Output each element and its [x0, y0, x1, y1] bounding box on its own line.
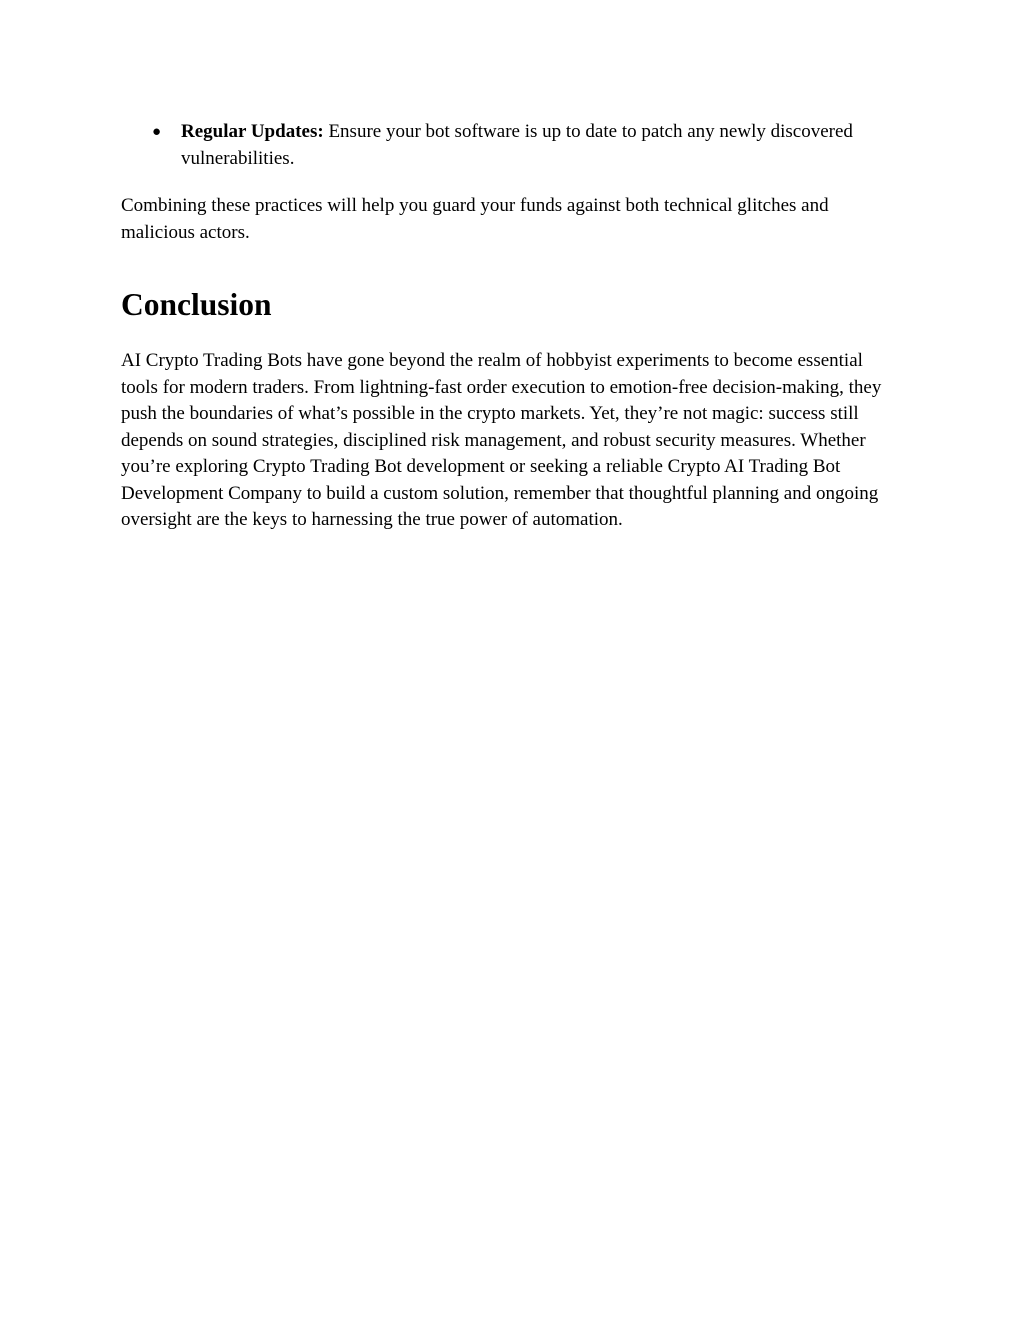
intro-paragraph: Combining these practices will help you guard your funds against both technical glitches and malicious actors.: [121, 195, 829, 243]
list-item-text: Ensure your bot software is up to date to patch any newly discovered vulnerabilities.: [181, 121, 853, 169]
section-heading: Conclusion: [121, 287, 272, 322]
list-item-label: Regular Updates:: [181, 121, 324, 142]
bullet-list: [121, 119, 901, 172]
list-item: [121, 119, 901, 172]
bullet-icon: ●: [152, 124, 162, 140]
document-body: [121, 119, 901, 534]
conclusion-paragraph: AI Crypto Trading Bots have gone beyond the realm of hobbyist experiments to become essential tools for modern traders. From lightning-fast order execution to emotion-free decision-making, they push the boundaries of what’s possible in the crypto markets. Yet, they’re not magic: success still depends on sound strategies, disciplined risk management, and robust security measures. Whether you’re exploring Crypto Trading Bot development or seeking a reliable Crypto AI Trading Bot Development Company to build a custom solution, remember that thoughtful planning and ongoing oversight are the keys to harnessing the true power of automation.: [121, 350, 882, 530]
